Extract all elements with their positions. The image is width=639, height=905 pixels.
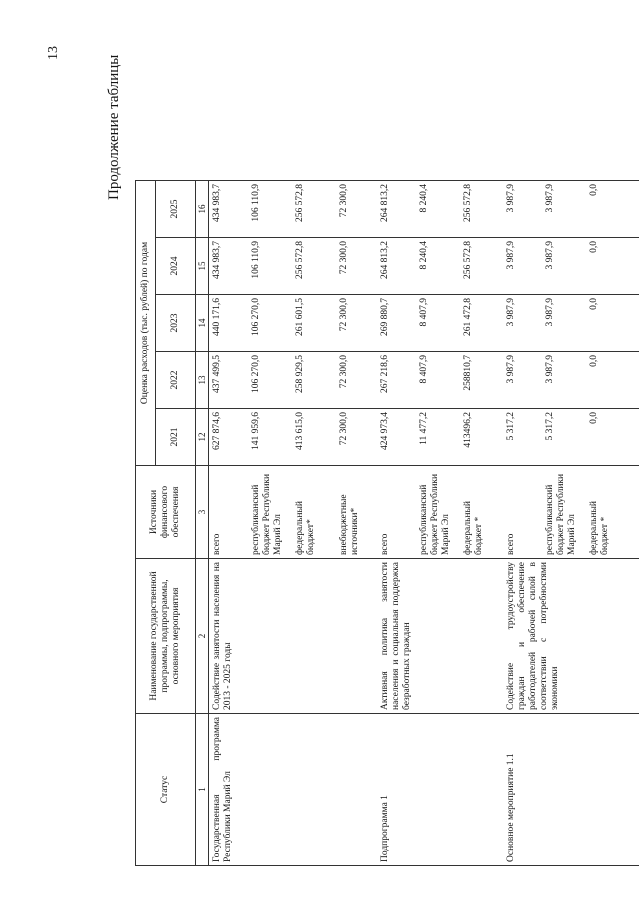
value-cell: 413 615,0: [293, 409, 337, 466]
value-cell: 8 240,4: [417, 181, 461, 238]
value-cell: 258 929,5: [293, 352, 337, 409]
row-source: федеральный бюджет *: [461, 466, 503, 559]
col-index: 12: [196, 409, 209, 466]
value-cell: 0,0: [587, 295, 639, 352]
value-cell: 264 813,2: [377, 181, 417, 238]
row-source: федеральный бюджет *: [587, 466, 639, 559]
value-cell: 3 987,9: [543, 295, 587, 352]
value-cell: 256 572,8: [293, 181, 337, 238]
row-source: всего: [503, 466, 543, 559]
value-cell: 264 813,2: [377, 238, 417, 295]
value-cell: 437 499,5: [209, 352, 249, 409]
value-cell: 72 300,0: [337, 238, 377, 295]
value-cell: 106 270,0: [249, 352, 293, 409]
header-year: 2022: [156, 352, 196, 409]
page-number: 13: [46, 46, 61, 60]
header-estimate: Оценка расходов (тыс. рублей) по годам: [136, 181, 156, 466]
value-cell: 261 601,5: [293, 295, 337, 352]
row-status: Государственная программа Республики Марий Эл: [209, 714, 377, 866]
value-cell: 3 987,9: [543, 352, 587, 409]
row-source: республиканский бюджет Республики Марий Эл: [543, 466, 587, 559]
value-cell: 72 300,0: [337, 295, 377, 352]
row-source: всего: [377, 466, 417, 559]
row-source: республиканский бюджет Республики Марий Эл: [249, 466, 293, 559]
col-index: 1: [196, 714, 209, 866]
value-cell: 0,0: [587, 181, 639, 238]
value-cell: 3 987,9: [503, 295, 543, 352]
col-index: 2: [196, 559, 209, 714]
value-cell: 269 880,7: [377, 295, 417, 352]
header-year: 2023: [156, 295, 196, 352]
header-year: 2024: [156, 238, 196, 295]
value-cell: 72 300,0: [337, 352, 377, 409]
header-sources: Источники финансового обеспечения: [136, 466, 196, 559]
value-cell: 8 240,4: [417, 238, 461, 295]
row-source: республиканский бюджет Республики Марий Эл: [417, 466, 461, 559]
value-cell: 5 317,2: [543, 409, 587, 466]
value-cell: 3 987,9: [503, 181, 543, 238]
col-index: 13: [196, 352, 209, 409]
value-cell: 0,0: [587, 238, 639, 295]
value-cell: 3 987,9: [503, 238, 543, 295]
continuation-title: Продолжение таблицы: [106, 54, 122, 200]
row-status: Основное мероприятие 1.1: [503, 714, 639, 866]
value-cell: 141 959,6: [249, 409, 293, 466]
row-name: Содействие трудоустройству граждан и обеспечение работодателей рабочей силой в соответствии с потребностями экономики: [503, 559, 639, 714]
value-cell: 8 407,9: [417, 295, 461, 352]
header-name: Наименование государственной программы, подпрограммы, основного мероприятия: [136, 559, 196, 714]
col-index: 3: [196, 466, 209, 559]
value-cell: 424 973,4: [377, 409, 417, 466]
header-status: Статус: [136, 714, 196, 866]
row-name: Активная политика занятости населения и социальная поддержка безработных граждан: [377, 559, 503, 714]
value-cell: 261 472,8: [461, 295, 503, 352]
value-cell: 11 477,2: [417, 409, 461, 466]
col-index: 16: [196, 181, 209, 238]
row-source: федеральный бюджет*: [293, 466, 337, 559]
value-cell: 256 572,8: [293, 238, 337, 295]
value-cell: 413496,2: [461, 409, 503, 466]
value-cell: 256 572,8: [461, 181, 503, 238]
value-cell: 627 874,6: [209, 409, 249, 466]
value-cell: 256 572,8: [461, 238, 503, 295]
col-index: 15: [196, 238, 209, 295]
header-year: 2025: [156, 181, 196, 238]
value-cell: 267 218,6: [377, 352, 417, 409]
value-cell: 106 110,9: [249, 181, 293, 238]
expenditure-table: [135, 180, 639, 866]
value-cell: 258810,7: [461, 352, 503, 409]
value-cell: 3 987,9: [543, 238, 587, 295]
value-cell: 8 407,9: [417, 352, 461, 409]
value-cell: 440 171,6: [209, 295, 249, 352]
value-cell: 3 987,9: [503, 352, 543, 409]
value-cell: 3 987,9: [543, 181, 587, 238]
value-cell: 106 270,0: [249, 295, 293, 352]
value-cell: 72 300,0: [337, 181, 377, 238]
col-index: 14: [196, 295, 209, 352]
value-cell: 0,0: [587, 352, 639, 409]
row-status: Подпрограмма 1: [377, 714, 503, 866]
value-cell: 0,0: [587, 409, 639, 466]
row-source: всего: [209, 466, 249, 559]
header-year: 2021: [156, 409, 196, 466]
row-source: внебюджетные источники*: [337, 466, 377, 559]
value-cell: 106 110,9: [249, 238, 293, 295]
row-name: Содействие занятости населения на 2013 - 2025 годы: [209, 559, 377, 714]
value-cell: 434 983,7: [209, 181, 249, 238]
value-cell: 72 300,0: [337, 409, 377, 466]
value-cell: 434 983,7: [209, 238, 249, 295]
value-cell: 5 317,2: [503, 409, 543, 466]
